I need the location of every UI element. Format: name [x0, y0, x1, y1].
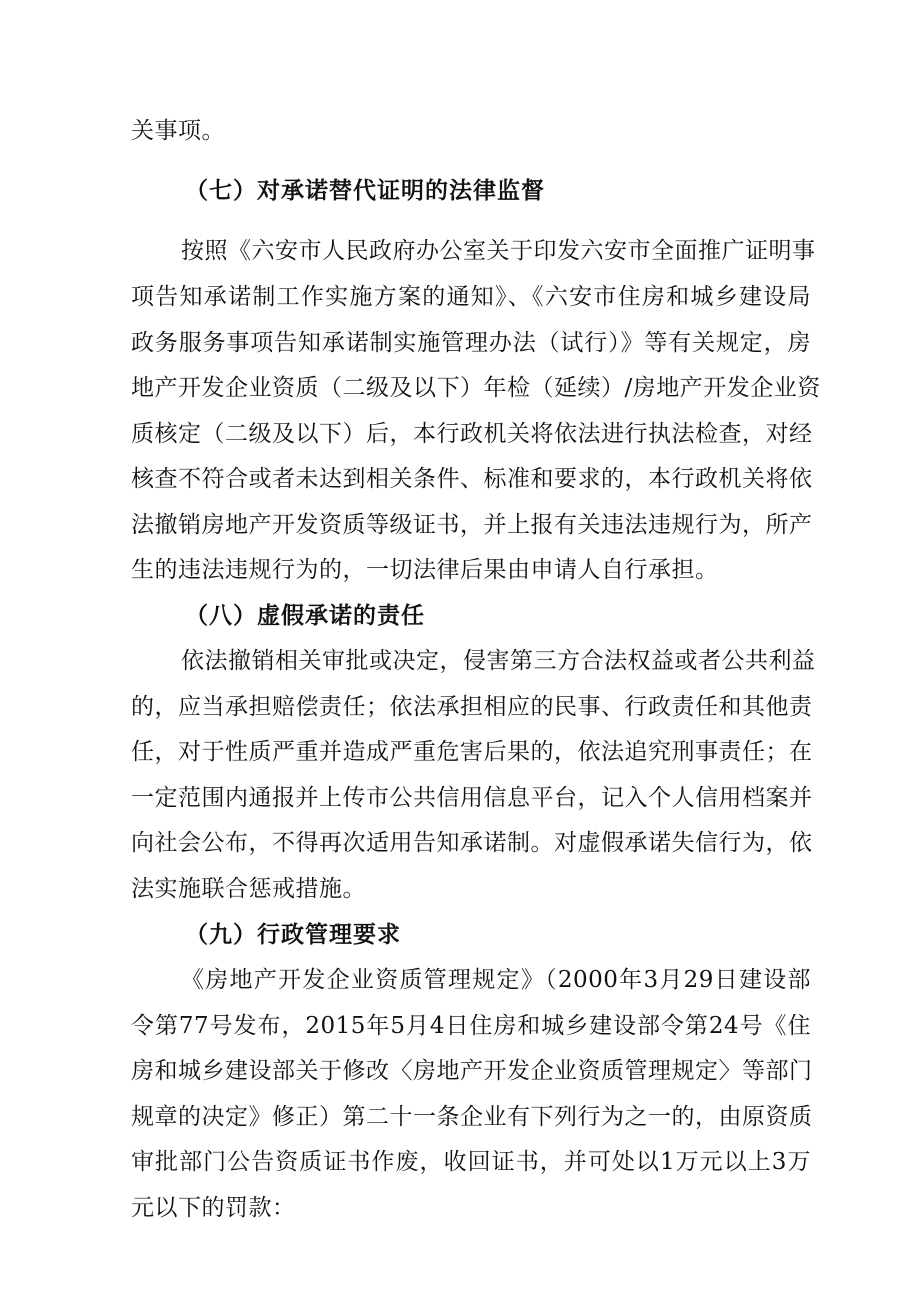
section-9-line-4: 规章的决定》修正）第二十一条企业有下列行为之一的，由原资质: [131, 1104, 813, 1130]
section-8-line-3: 任，对于性质严重并造成严重危害后果的，依法追究刑事责任；在: [131, 739, 813, 765]
section-7-heading: （七）对承诺替代证明的法律监督: [185, 178, 545, 204]
section-7-line-3: 政务服务事项告知承诺制实施管理办法（试行）》等有关规定，房: [131, 330, 811, 356]
section-8-heading: （八）虚假承诺的责任: [185, 603, 425, 629]
section-7-line-4: 地产开发企业资质（二级及以下）年检（延续）/房地产开发企业资: [131, 375, 821, 401]
section-8-line-1: 依法撤销相关审批或决定，侵害第三方合法权益或者公共利益: [181, 648, 816, 674]
section-9-line-5: 审批部门公告资质证书作废，收回证书，并可处以1万元以上3万: [131, 1149, 811, 1175]
section-9-heading: （九）行政管理要求: [185, 922, 401, 948]
section-9-line-3: 房和城乡建设部关于修改〈房地产开发企业资质管理规定〉等部门: [131, 1058, 813, 1084]
section-7-line-2: 项告知承诺制工作实施方案的通知》、《六安市住房和城乡建设局: [131, 284, 811, 310]
section-8-line-5: 向社会公布，不得再次适用告知承诺制。对虚假承诺失信行为，依: [131, 830, 813, 856]
section-9-line-2: 令第77号发布，2015年5月4日住房和城乡建设部令第24号《住: [131, 1013, 811, 1039]
section-8-line-4: 一定范围内通报并上传市公共信用信息平台，记入个人信用档案并: [131, 785, 813, 811]
section-9-line-6: 元以下的罚款：: [131, 1195, 296, 1221]
section-7-line-5: 质核定（二级及以下）后，本行政机关将依法进行执法检查，对经: [131, 421, 813, 447]
section-9-line-1: 《房地产开发企业资质管理规定》（2000年3月29日建设部: [181, 967, 811, 993]
section-7-line-7: 法撤销房地产开发资质等级证书，并上报有关违法违规行为，所产: [131, 512, 813, 538]
section-8-line-2: 的，应当承担赔偿责任；依法承担相应的民事、行政责任和其他责: [131, 694, 813, 720]
section-7-line-8: 生的违法违规行为的，一切法律后果由申请人自行承担。: [131, 557, 719, 583]
section-7-line-1: 按照《六安市人民政府办公室关于印发六安市全面推广证明事: [181, 238, 816, 264]
section-7-line-6: 核查不符合或者未达到相关条件、标准和要求的，本行政机关将依: [131, 466, 813, 492]
section-8-line-6: 法实施联合惩戒措施。: [131, 876, 366, 902]
intro-tail-line: 关事项。: [131, 118, 225, 144]
